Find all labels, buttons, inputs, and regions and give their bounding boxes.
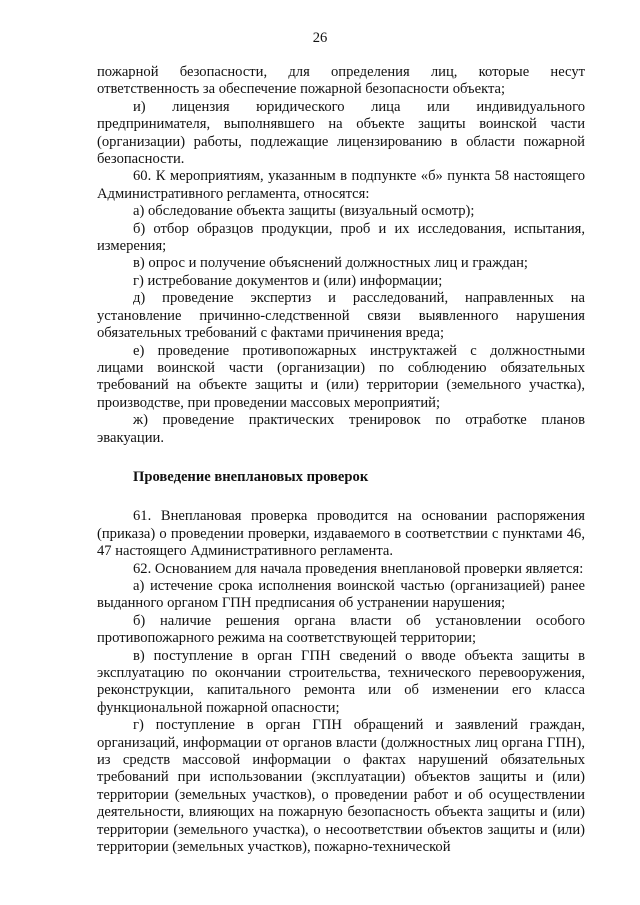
section-heading: Проведение внеплановых проверок bbox=[133, 468, 369, 485]
paragraph-60a: а) обследование объекта защиты (визуальный осмотр); bbox=[133, 203, 475, 220]
page-number: 26 bbox=[312, 30, 328, 46]
paragraph-60b: б) отбор образцов продукции, проб и их исследования, испытания, измерения; bbox=[97, 220, 585, 255]
document-body bbox=[97, 64, 585, 856]
paragraph-60zh: ж) проведение практических тренировок по отработке планов эвакуации. bbox=[97, 412, 585, 446]
paragraph-62a: а) истечение срока исполнения воинской частью (организацией) ранее выданного органом ГПН предписания об устранении нарушения; bbox=[97, 577, 585, 612]
paragraph-62g: г) поступление в орган ГПН обращений и заявлений граждан, организаций, информации от органов власти (должностных лиц органа ГПН), из средств массовой информации о фактах нарушений обязательных требований при использовании (эксплуатации) объектов защиты и (или) территории (земельных участков), о проведении работ и об осуществлении деятельности, влияющих на пожарную безопасность объекта защиты и (или) территории (земельного участка), о несоответствии объектов защиты и (или) территории (земельных участков), пожарно-технической bbox=[97, 717, 585, 856]
paragraph-60: 60. К мероприятиям, указанным в подпункте «б» пункта 58 настоящего Административного регламента, относятся: bbox=[97, 168, 585, 202]
paragraph-i: и) лицензия юридического лица или индивидуального предпринимателя, выполнявшего на объекте защиты воинской части (организации) работы, подлежащие лицензированию в области пожарной безопасности. bbox=[97, 98, 585, 168]
paragraph-61: 61. Внеплановая проверка проводится на основании распоряжения (приказа) о проведении проверки, издаваемого в соответствии с пунктами 46, 47 настоящего Административного регламента. bbox=[97, 508, 585, 560]
paragraph-62b: б) наличие решения органа власти об установлении особого противопожарного режима на соответствующей территории; bbox=[97, 612, 585, 647]
paragraph-62v: в) поступление в орган ГПН сведений о вводе объекта защиты в эксплуатацию по окончании строительства, технического перевооружения, реконструкции, капитального ремонта или об изменении его класса функциональной пожарной опасности; bbox=[97, 647, 585, 716]
paragraph-60v: в) опрос и получение объяснений должностных лиц и граждан; bbox=[133, 255, 528, 272]
paragraph-60g: г) истребование документов и (или) информации; bbox=[133, 272, 443, 289]
paragraph-62: 62. Основанием для начала проведения внеплановой проверки является: bbox=[133, 560, 584, 577]
paragraph-cont: пожарной безопасности, для определения лиц, которые несут ответственность за обеспечение пожарной безопасности объекта; bbox=[97, 64, 585, 98]
section-inspection-measures bbox=[97, 64, 585, 447]
paragraph-60d: д) проведение экспертиз и расследований, направленных на установление причинно-следственной связи выявленного нарушения обязательных требований с фактами причинения вреда; bbox=[97, 290, 585, 342]
section-unscheduled-inspections bbox=[97, 508, 585, 856]
paragraph-60e: е) проведение противопожарных инструктажей с должностными лицами воинской части (организации) по соблюдению обязательных требований на объекте защиты и (или) территории (земельного участка), производстве, при проведении массовых мероприятий; bbox=[97, 342, 585, 411]
